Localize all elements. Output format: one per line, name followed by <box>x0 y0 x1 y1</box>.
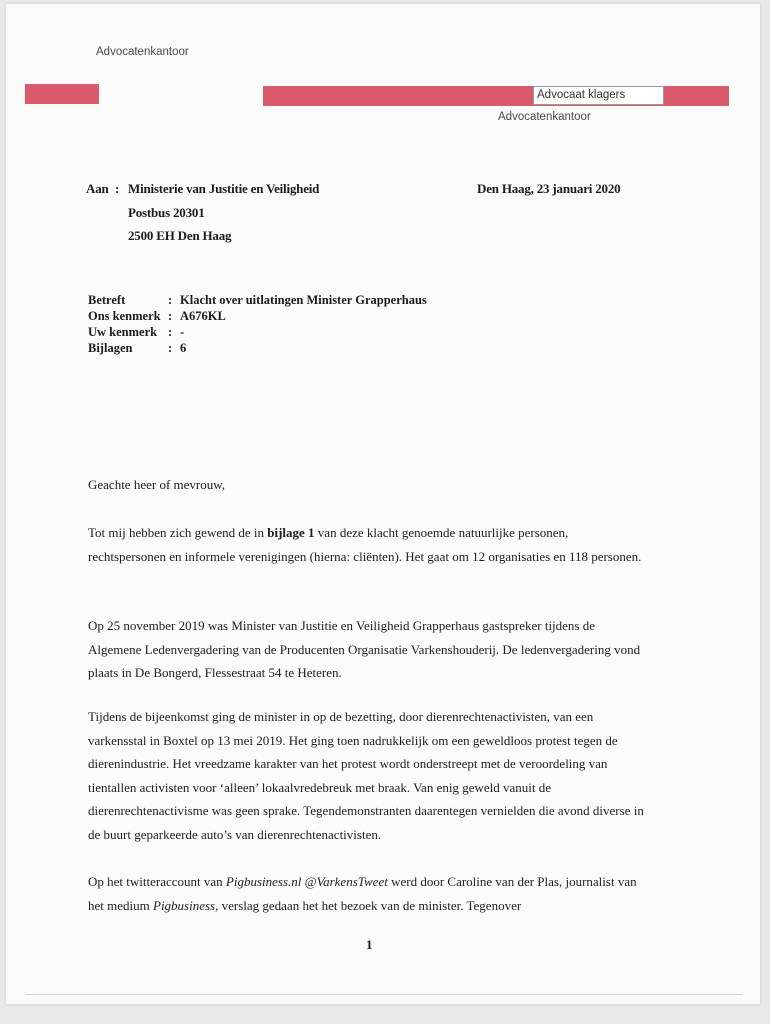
paragraph-4: Op het twitteraccount van Pigbusiness.nl @VarkensTweet werd door Caroline van der Plas, journalist van het medium Pigbusiness, verslag gedaan het het bezoek van de minister. Tegenover <box>88 874 637 913</box>
recipient-postbus: Postbus 20301 <box>128 205 205 220</box>
date-line: Den Haag, 23 januari 2020 <box>477 181 621 196</box>
letterhead-firm: Advocatenkantoor <box>96 46 189 58</box>
page-number: 1 <box>366 937 373 952</box>
letterhead-tag: Advocaat klagers <box>533 86 664 105</box>
salutation: Geachte heer of mevrouw, <box>88 477 226 492</box>
letterhead-firm-secondary: Advocatenkantoor <box>498 111 591 123</box>
ref-value: - <box>180 325 185 339</box>
page-bottom-edge <box>26 994 743 995</box>
recipient-city: 2500 EH Den Haag <box>128 228 232 243</box>
recipient-prefix: Aan <box>86 181 109 196</box>
ref-sep: : <box>168 309 173 323</box>
ref-value: 6 <box>180 341 187 355</box>
ref-sep: : <box>168 293 173 307</box>
ref-label: Betreft <box>88 293 126 307</box>
ref-sep: : <box>168 325 173 339</box>
recipient-sep: : <box>115 181 120 196</box>
ref-label: Bijlagen <box>88 341 133 355</box>
ref-value: A676KL <box>180 309 226 323</box>
paragraph-1: Tot mij hebben zich gewend de in bijlage 1 van deze klacht genoemde natuurlijke personen, rechtspersonen en informele verenigingen (hierna: cliënten). Het gaat om 12 organisaties en 118 personen. <box>88 525 642 564</box>
letter-page <box>6 4 760 1004</box>
ref-label: Uw kenmerk <box>88 325 158 339</box>
ref-label: Ons kenmerk <box>88 309 161 323</box>
ref-sep: : <box>168 341 173 355</box>
recipient-name: Ministerie van Justitie en Veiligheid <box>128 181 320 196</box>
ref-value: Klacht over uitlatingen Minister Grapperhaus <box>180 293 427 307</box>
paragraph-2: Op 25 november 2019 was Minister van Justitie en Veiligheid Grapperhaus gastspreker tijdens de Algemene Ledenvergadering van de Producenten Organisatie Varkenshouderij. De ledenvergadering vond plaats in De Bongerd, Flessestraat 54 te Heteren. <box>88 618 641 680</box>
paragraph-3: Tijdens de bijeenkomst ging de minister in op de bezetting, door dierenrechtenactivisten, van een varkensstal in Boxtel op 13 mei 2019. Het ging toen nadrukkelijk om een geweldloos protest tegen de dierenindustrie. Het vreedzame karakter van het protest wordt onderstreept met de veroordeling van tientallen activisten voor ‘alleen’ lokaalvredebreuk met braak. Van enig geweld vanuit de dierenrechtenactivisme was geen sprake. Tegendemonstranten daarentegen vernielden die avond diverse in de buurt geparkeerde auto’s van dierenrechtenactivisten. <box>88 709 644 842</box>
redaction-bar-left <box>25 84 99 104</box>
